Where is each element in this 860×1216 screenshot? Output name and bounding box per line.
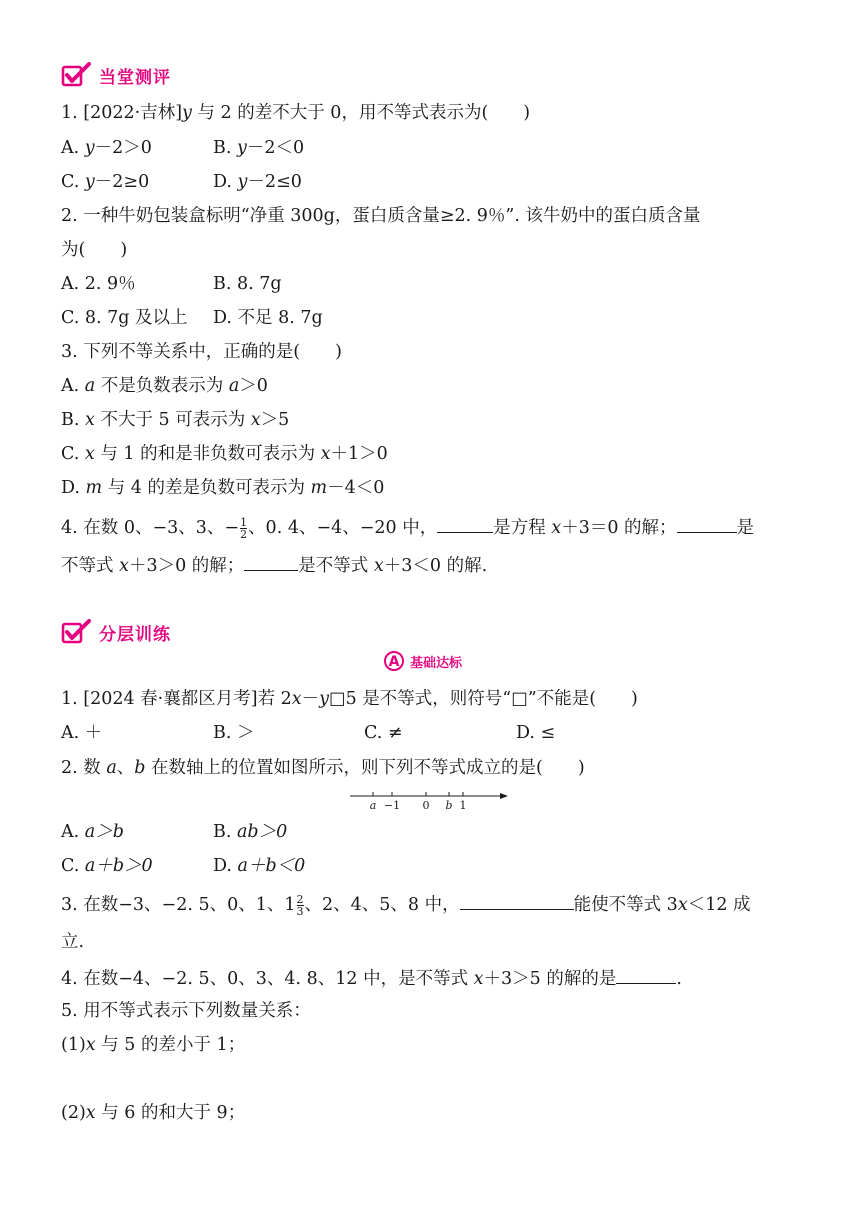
question-2-stem-line2: 为( ) <box>61 240 128 260</box>
q1-option-d[interactable]: D. y－2≤0 <box>213 172 302 192</box>
subsection-title: 基础达标 <box>410 655 463 671</box>
p1-option-d[interactable]: D. ≤ <box>516 723 556 743</box>
q1-option-a[interactable]: A. y－2＞0 <box>61 138 152 158</box>
section-header-classroom-test <box>61 60 171 90</box>
label-0: 0 <box>422 799 430 812</box>
p1-option-c[interactable]: C. ≠ <box>364 723 403 743</box>
svg-text:A: A <box>388 654 400 670</box>
practice-2-stem: 2. 数 a、b 在数轴上的位置如图所示，则下列不等式成立的是( ) <box>61 758 585 778</box>
practice-4-stem: 4. 在数−4、−2. 5、0、3、4. 8、12 中，是不等式 x＋3＞5 的解的是 . <box>61 965 682 991</box>
subsection-basic-level <box>383 650 462 672</box>
fraction-two-thirds: $\frac{2}{3}$ <box>296 893 304 918</box>
q1-option-c[interactable]: C. y－2≥0 <box>61 172 150 192</box>
practice-5-item-2: (2)x 与 6 的和大于 9； <box>61 1103 246 1123</box>
p2-option-b[interactable]: B. ab＞0 <box>213 822 288 842</box>
letter-a-badge-icon <box>383 650 405 672</box>
section-header-layered-training <box>61 617 171 647</box>
question-4-line2: 不等式 x＋3＞0 的解； 是不等式 x＋3＜0 的解. <box>61 552 487 578</box>
p2-option-c[interactable]: C. a＋b＞0 <box>61 856 153 876</box>
answer-blank-1[interactable] <box>437 514 493 533</box>
answer-blank-2[interactable] <box>677 514 737 533</box>
section-title: 当堂测评 <box>99 67 171 88</box>
q3-option-b[interactable]: B. x 不大于 5 可表示为 x＞5 <box>61 410 290 430</box>
question-2-stem-line1: 2. 一种牛奶包装盒标明“净重 300g，蛋白质含量≥2. 9％”. 该牛奶中的蛋白质含量 <box>61 206 701 226</box>
label-a: a <box>369 799 377 812</box>
q1-option-b[interactable]: B. y－2＜0 <box>213 138 305 158</box>
number-line-figure <box>348 788 512 812</box>
practice-1-stem: 1. [2024 春·襄都区月考]若 2x－y□5 是不等式，则符号“□”不能是( ) <box>61 689 638 709</box>
question-3-stem: 3. 下列不等关系中，正确的是( ) <box>61 342 342 362</box>
q2-option-c[interactable]: C. 8. 7g 及以上 <box>61 308 188 328</box>
q3-option-d[interactable]: D. m 与 4 的差是负数可表示为 m－4＜0 <box>61 478 385 498</box>
p2-option-d[interactable]: D. a＋b＜0 <box>213 856 306 876</box>
practice-5-stem: 5. 用不等式表示下列数量关系： <box>61 1001 311 1021</box>
q3-option-a[interactable]: A. a 不是负数表示为 a＞0 <box>61 376 268 396</box>
label-b: b <box>445 799 453 812</box>
question-4-line1: 4. 在数 0、−3、3、− $\frac{1}{2}$ 、0. 4、−4、−20 中， 是方程 x＋3＝0 的解； 是 <box>61 516 755 541</box>
q2-option-a[interactable]: A. 2. 9％ <box>61 274 136 294</box>
practice-3-line1: 3. 在数−3、−2. 5、0、1、1 $\frac{2}{3}$ 、2、4、5、8 中， 能使不等式 3x＜12 成 <box>61 893 751 918</box>
answer-blank-p4[interactable] <box>616 965 676 984</box>
answer-blank-3[interactable] <box>244 552 298 571</box>
practice-5-item-1: (1)x 与 5 的差小于 1； <box>61 1035 246 1055</box>
label-neg1: −1 <box>383 799 401 812</box>
arrow-head-icon <box>500 793 508 799</box>
checkbox-check-icon <box>61 619 93 645</box>
label-1: 1 <box>459 799 467 812</box>
p1-option-a[interactable]: A. ＋ <box>61 723 103 743</box>
question-1-stem: 1. [2022·吉林]y 与 2 的差不大于 0，用不等式表示为( ) <box>61 103 531 123</box>
checkbox-check-icon <box>61 62 93 88</box>
answer-blank-p3[interactable] <box>460 891 574 910</box>
p2-option-a[interactable]: A. a＞b <box>61 822 124 842</box>
q3-option-c[interactable]: C. x 与 1 的和是非负数可表示为 x＋1＞0 <box>61 444 388 464</box>
section-title: 分层训练 <box>99 624 171 645</box>
practice-3-line2: 立. <box>61 932 85 952</box>
fraction-one-half: $\frac{1}{2}$ <box>240 516 248 541</box>
q2-option-b[interactable]: B. 8. 7g <box>213 274 282 294</box>
p1-option-b[interactable]: B. ＞ <box>213 723 255 743</box>
q2-option-d[interactable]: D. 不足 8. 7g <box>213 308 323 328</box>
